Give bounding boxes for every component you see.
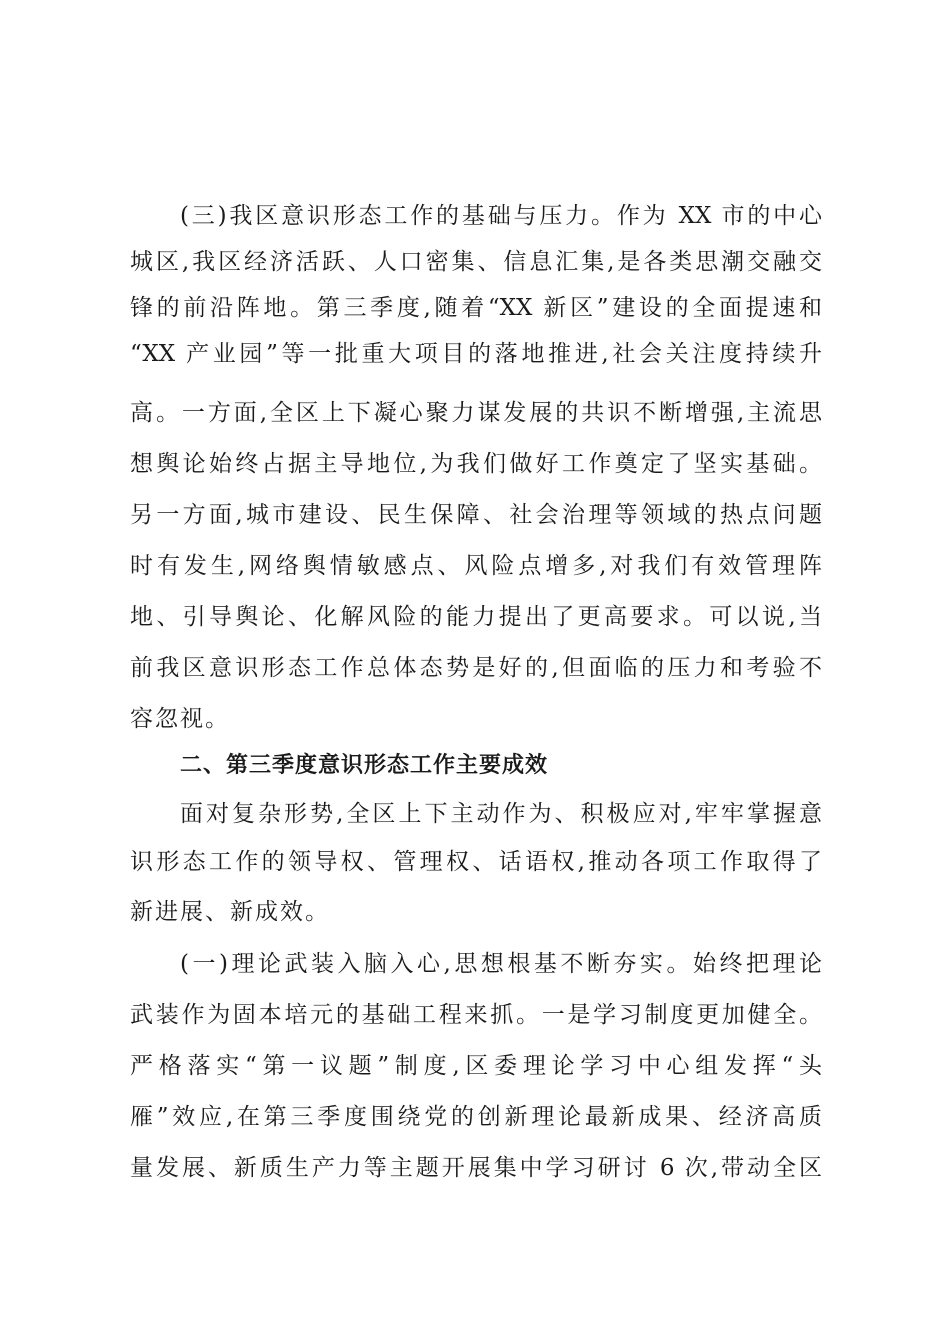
paragraph-line: 锋的前沿阵地。第三季度,随着“XX 新区”建设的全面提速和 [130, 295, 822, 321]
paragraph-line: 新进展、新成效。 [130, 899, 330, 925]
paragraph-line: “XX 产业园”等一批重大项目的落地推进,社会关注度持续升 [130, 341, 822, 367]
paragraph-line: 识形态工作的领导权、管理权、话语权,推动各项工作取得了 [130, 849, 822, 875]
paragraph-line: 武装作为固本培元的基础工程来抓。一是学习制度更加健全。 [130, 1002, 822, 1028]
paragraph-line: 量发展、新质生产力等主题开展集中学习研讨 6 次,带动全区 [130, 1155, 822, 1181]
paragraph-line: (一)理论武装入脑入心,思想根基不断夯实。始终把理论 [180, 951, 822, 977]
paragraph-line: 另一方面,城市建设、民生保障、社会治理等领域的热点问题 [130, 502, 822, 528]
section-heading: 二、第三季度意识形态工作主要成效 [180, 753, 549, 778]
paragraph-line: 严格落实“第一议题”制度,区委理论学习中心组发挥“头 [130, 1053, 822, 1079]
paragraph-line: 雁”效应,在第三季度围绕党的创新理论最新成果、经济高质 [130, 1104, 822, 1130]
paragraph-line: 前我区意识形态工作总体态势是好的,但面临的压力和考验不 [130, 655, 822, 681]
paragraph-line: 地、引导舆论、化解风险的能力提出了更高要求。可以说,当 [130, 604, 822, 630]
paragraph-line: 高。一方面,全区上下凝心聚力谋发展的共识不断增强,主流思 [130, 400, 822, 426]
paragraph-line: 容忽视。 [130, 706, 230, 732]
paragraph-line: 时有发生,网络舆情敏感点、风险点增多,对我们有效管理阵 [130, 553, 822, 579]
paragraph-line: 城区,我区经济活跃、人口密集、信息汇集,是各类思潮交融交 [130, 249, 822, 275]
paragraph-line: (三)我区意识形态工作的基础与压力。作为 XX 市的中心 [180, 203, 822, 229]
paragraph-line: 面对复杂形势,全区上下主动作为、积极应对,牢牢掌握意 [180, 801, 822, 827]
paragraph-line: 想舆论始终占据主导地位,为我们做好工作奠定了坚实基础。 [130, 451, 822, 477]
